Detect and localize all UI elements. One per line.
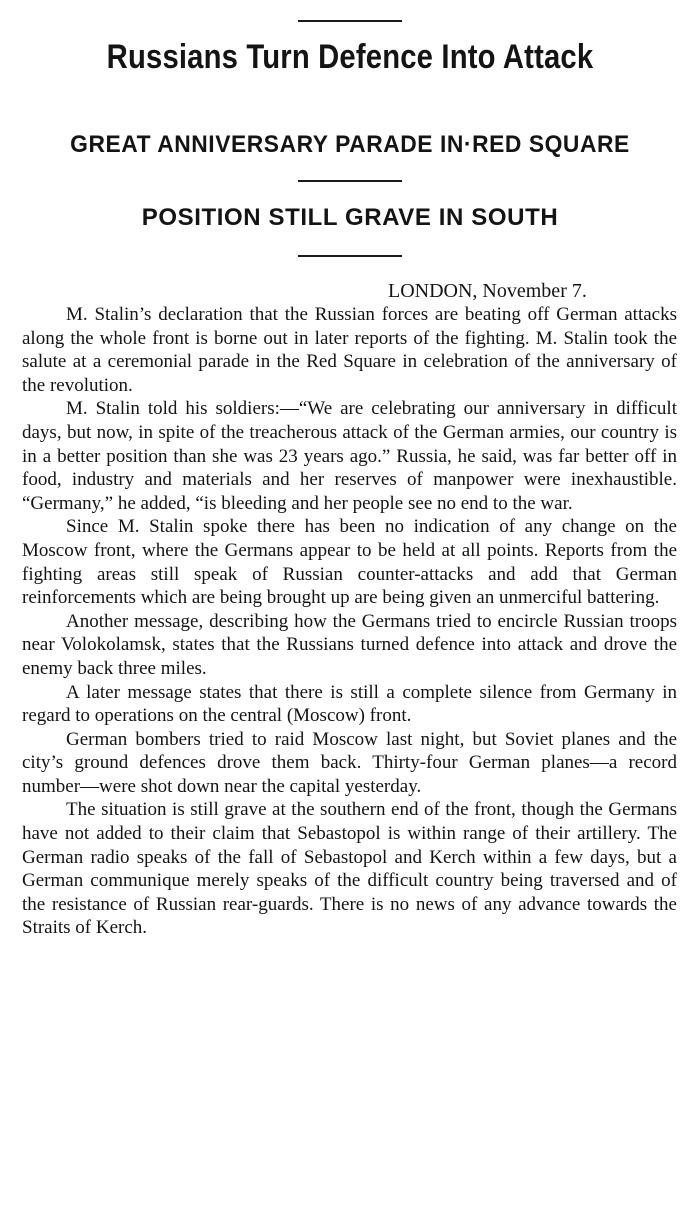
- divider-rule: [298, 255, 402, 257]
- article-paragraph: Another message, describing how the Germans tried to encircle Russian troops near Volokolamsk, states that the Russians turned defence into attack and drove the enemy back three miles.: [22, 610, 677, 679]
- article-paragraph: Since M. Stalin spoke there has been no indication of any change on the Moscow front, where the Germans appear to be held at all points. Reports from the fighting areas still speak of Russian counter-attacks and add that German reinforcements which are being brought up are being given an unmerciful battering.: [22, 516, 677, 609]
- article-body: [22, 303, 677, 940]
- article-paragraph: M. Stalin told his soldiers:—“We are celebrating our anniversary in difficult days, but now, in spite of the treacherous attack of the German armies, our country is in a better position than she was 23 years ago.” Russia, he said, was far better off in food, industry and materials and her reserves of manpower were inexhaustible. “Germany,” he added, “is bleeding and her people see no end to the war.: [22, 398, 677, 514]
- dateline: LONDON, November 7.: [388, 280, 587, 302]
- article-paragraph: A later message states that there is still a complete silence from Germany in regard to operations on the central (Moscow) front.: [22, 681, 677, 727]
- subheadline-position: POSITION STILL GRAVE IN SOUTH: [141, 204, 559, 231]
- divider-rule: [298, 180, 402, 182]
- article-paragraph: German bombers tried to raid Moscow last night, but Soviet planes and the city’s ground defences drove them back. Thirty-four German planes—a record number—were shot down near the capital yesterday.: [22, 728, 677, 797]
- subheadline-parade: GREAT ANNIVERSARY PARADE IN·RED SQUARE: [70, 131, 630, 158]
- article-paragraph: The situation is still grave at the southern end of the front, though the Germans have not added to their claim that Sebastopol is within range of their artillery. The German radio speaks of the fall of Sebastopol and Kerch within a few days, but a German communique merely speaks of the difficult country being traversed and of the resistance of Russian rear-guards. There is no news of any advance towards the Straits of Kerch.: [22, 799, 677, 939]
- article-paragraph: M. Stalin’s declaration that the Russian forces are beating off German attacks along the whole front is borne out in later reports of the fighting. M. Stalin took the salute at a ceremonial parade in the Red Square in celebration of the anniversary of the revolution.: [22, 304, 677, 396]
- main-headline: Russians Turn Defence Into Attack: [106, 38, 594, 76]
- top-rule: [298, 20, 402, 22]
